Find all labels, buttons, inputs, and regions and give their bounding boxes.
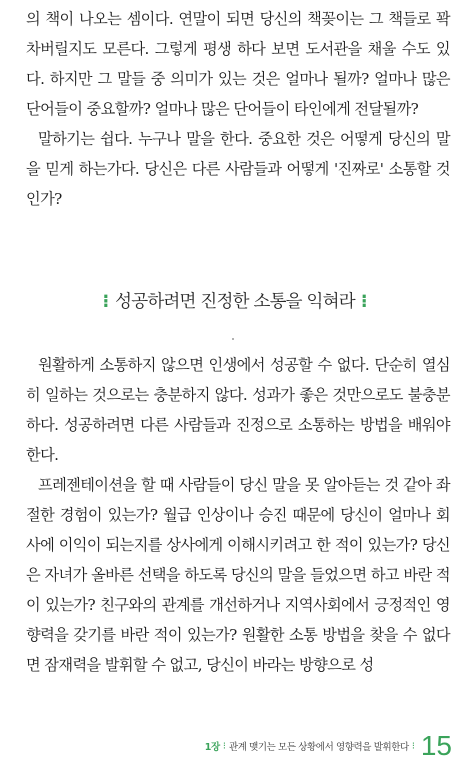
footer-chapter-title: 관계 맺기는 모든 상황에서 영향력을 발휘한다	[228, 742, 409, 753]
footer-separator: ⁝	[411, 740, 415, 752]
section-heading	[0, 288, 470, 313]
text-block-bottom	[26, 350, 450, 680]
paragraph: 원활하게 소통하지 않으면 인생에서 성공할 수 없다. 단순히 열심히 일하는 것으로는 충분하지 않다. 성과가 좋은 것만으로도 불충분하다. 성공하려면 다른 사람들과 진정으로 소통하는 방법을 배워야 한다.	[26, 356, 450, 464]
ornament-dot	[232, 338, 234, 340]
paragraph: 의 책이 나오는 셈이다. 연말이 되면 당신의 책꽂이는 그 책들로 꽉 차버릴지도 모른다. 그렇게 평생 하다 보면 도서관을 채울 수도 있다. 하지만 그 말들 중 의미가 있는 것은 얼마나 될까? 얼마나 많은 단어들이 중요할까? 얼마나 많은 단어들이 타인에게 전달될까?	[26, 10, 450, 118]
section-heading-text: 성공하려면 진정한 소통을 익혀라	[115, 292, 355, 312]
heading-decoration-left: ⁝	[102, 292, 110, 312]
text-block-top	[26, 4, 450, 214]
page-number: 15	[420, 730, 452, 761]
heading-decoration-right: ⁝	[360, 292, 368, 312]
paragraph: 프레젠테이션을 할 때 사람들이 당신 말을 못 알아듣는 것 같아 좌절한 경험이 있는가? 월급 인상이나 승진 때문에 당신이 얼마나 회사에 이익이 되는지를 상사에게 이해시키려고 한 적이 있는가? 당신은 자녀가 올바른 선택을 하도록 당신의 말을 들었으면 하고 바란 적이 있는가? 친구와의 관계를 개선하거나 지역사회에서 긍정적인 영향력을 갖기를 바란 적이 있는가? 원활한 소통 방법을 찾을 수 없다면 잠재력을 발휘할 수 없고, 당신이 바라는 방향으로 성	[26, 476, 450, 674]
footer-separator: ⁝	[222, 740, 226, 752]
paragraph: 말하기는 쉽다. 누구나 말을 한다. 중요한 것은 어떻게 당신의 말을 믿게 하는가다. 당신은 다른 사람들과 어떻게 '진짜로' 소통할 것인가?	[26, 130, 450, 208]
running-footer	[0, 732, 452, 760]
footer-chapter: 1장	[204, 742, 220, 753]
